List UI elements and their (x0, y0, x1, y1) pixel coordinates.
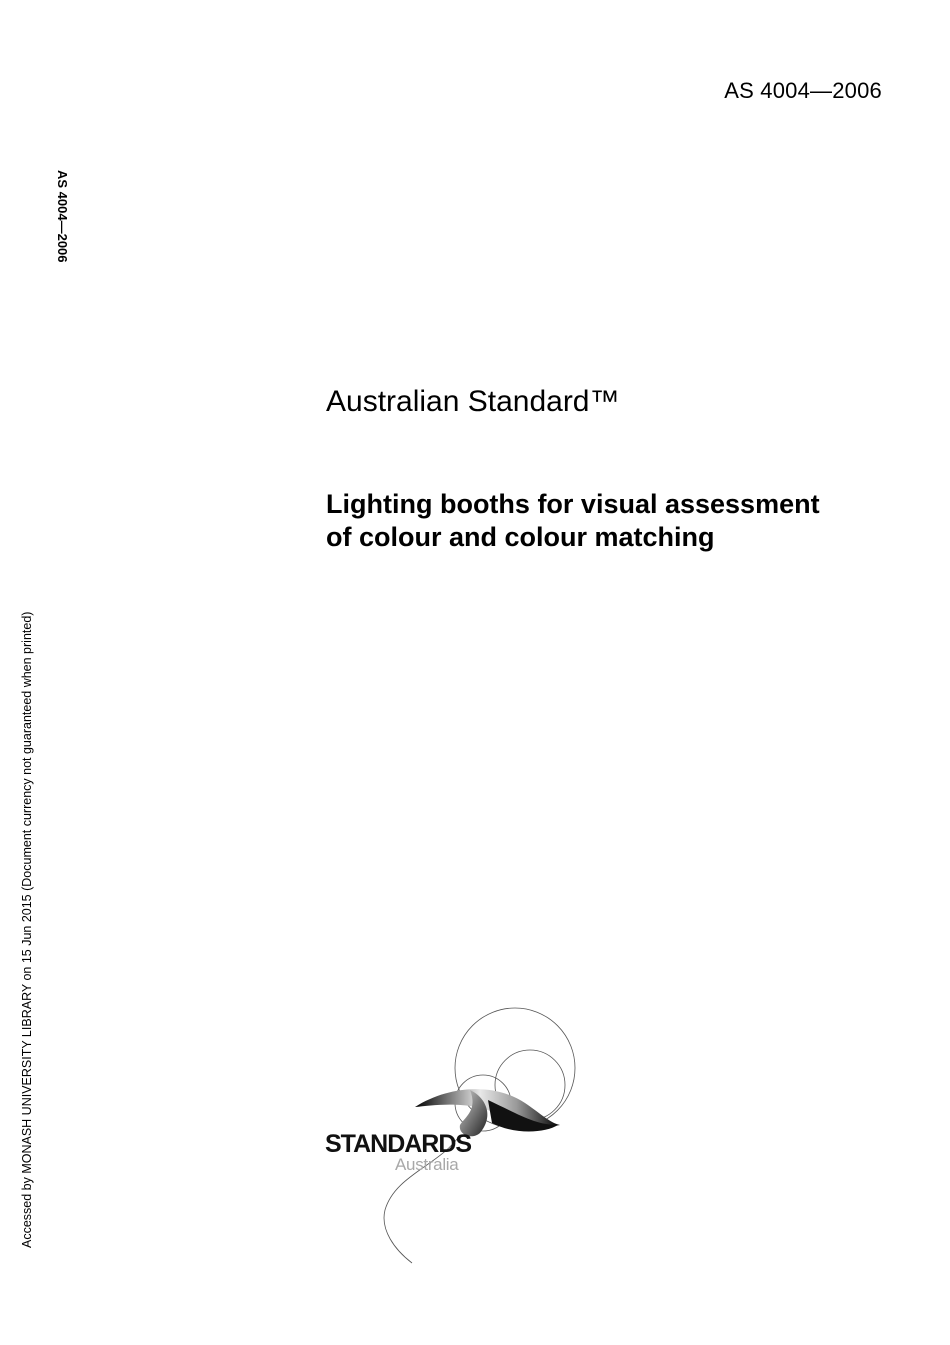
access-note: Accessed by MONASH UNIVERSITY LIBRARY on 15 Jun 2015 (Document currency not guaranteed when printed) (20, 611, 34, 1248)
logo-subtitle: Australia (395, 1155, 459, 1174)
title-line-1: Lighting booths for visual assessment (326, 489, 820, 519)
document-number: AS 4004—2006 (724, 78, 882, 103)
standards-australia-logo (320, 1005, 590, 1270)
title-line-2: of colour and colour matching (326, 522, 715, 552)
spine-document-number: AS 4004—2006 (55, 170, 70, 263)
logo-wordmark: STANDARDS (325, 1130, 472, 1158)
series-name: Australian Standard™ (326, 385, 620, 418)
document-title (326, 488, 906, 554)
